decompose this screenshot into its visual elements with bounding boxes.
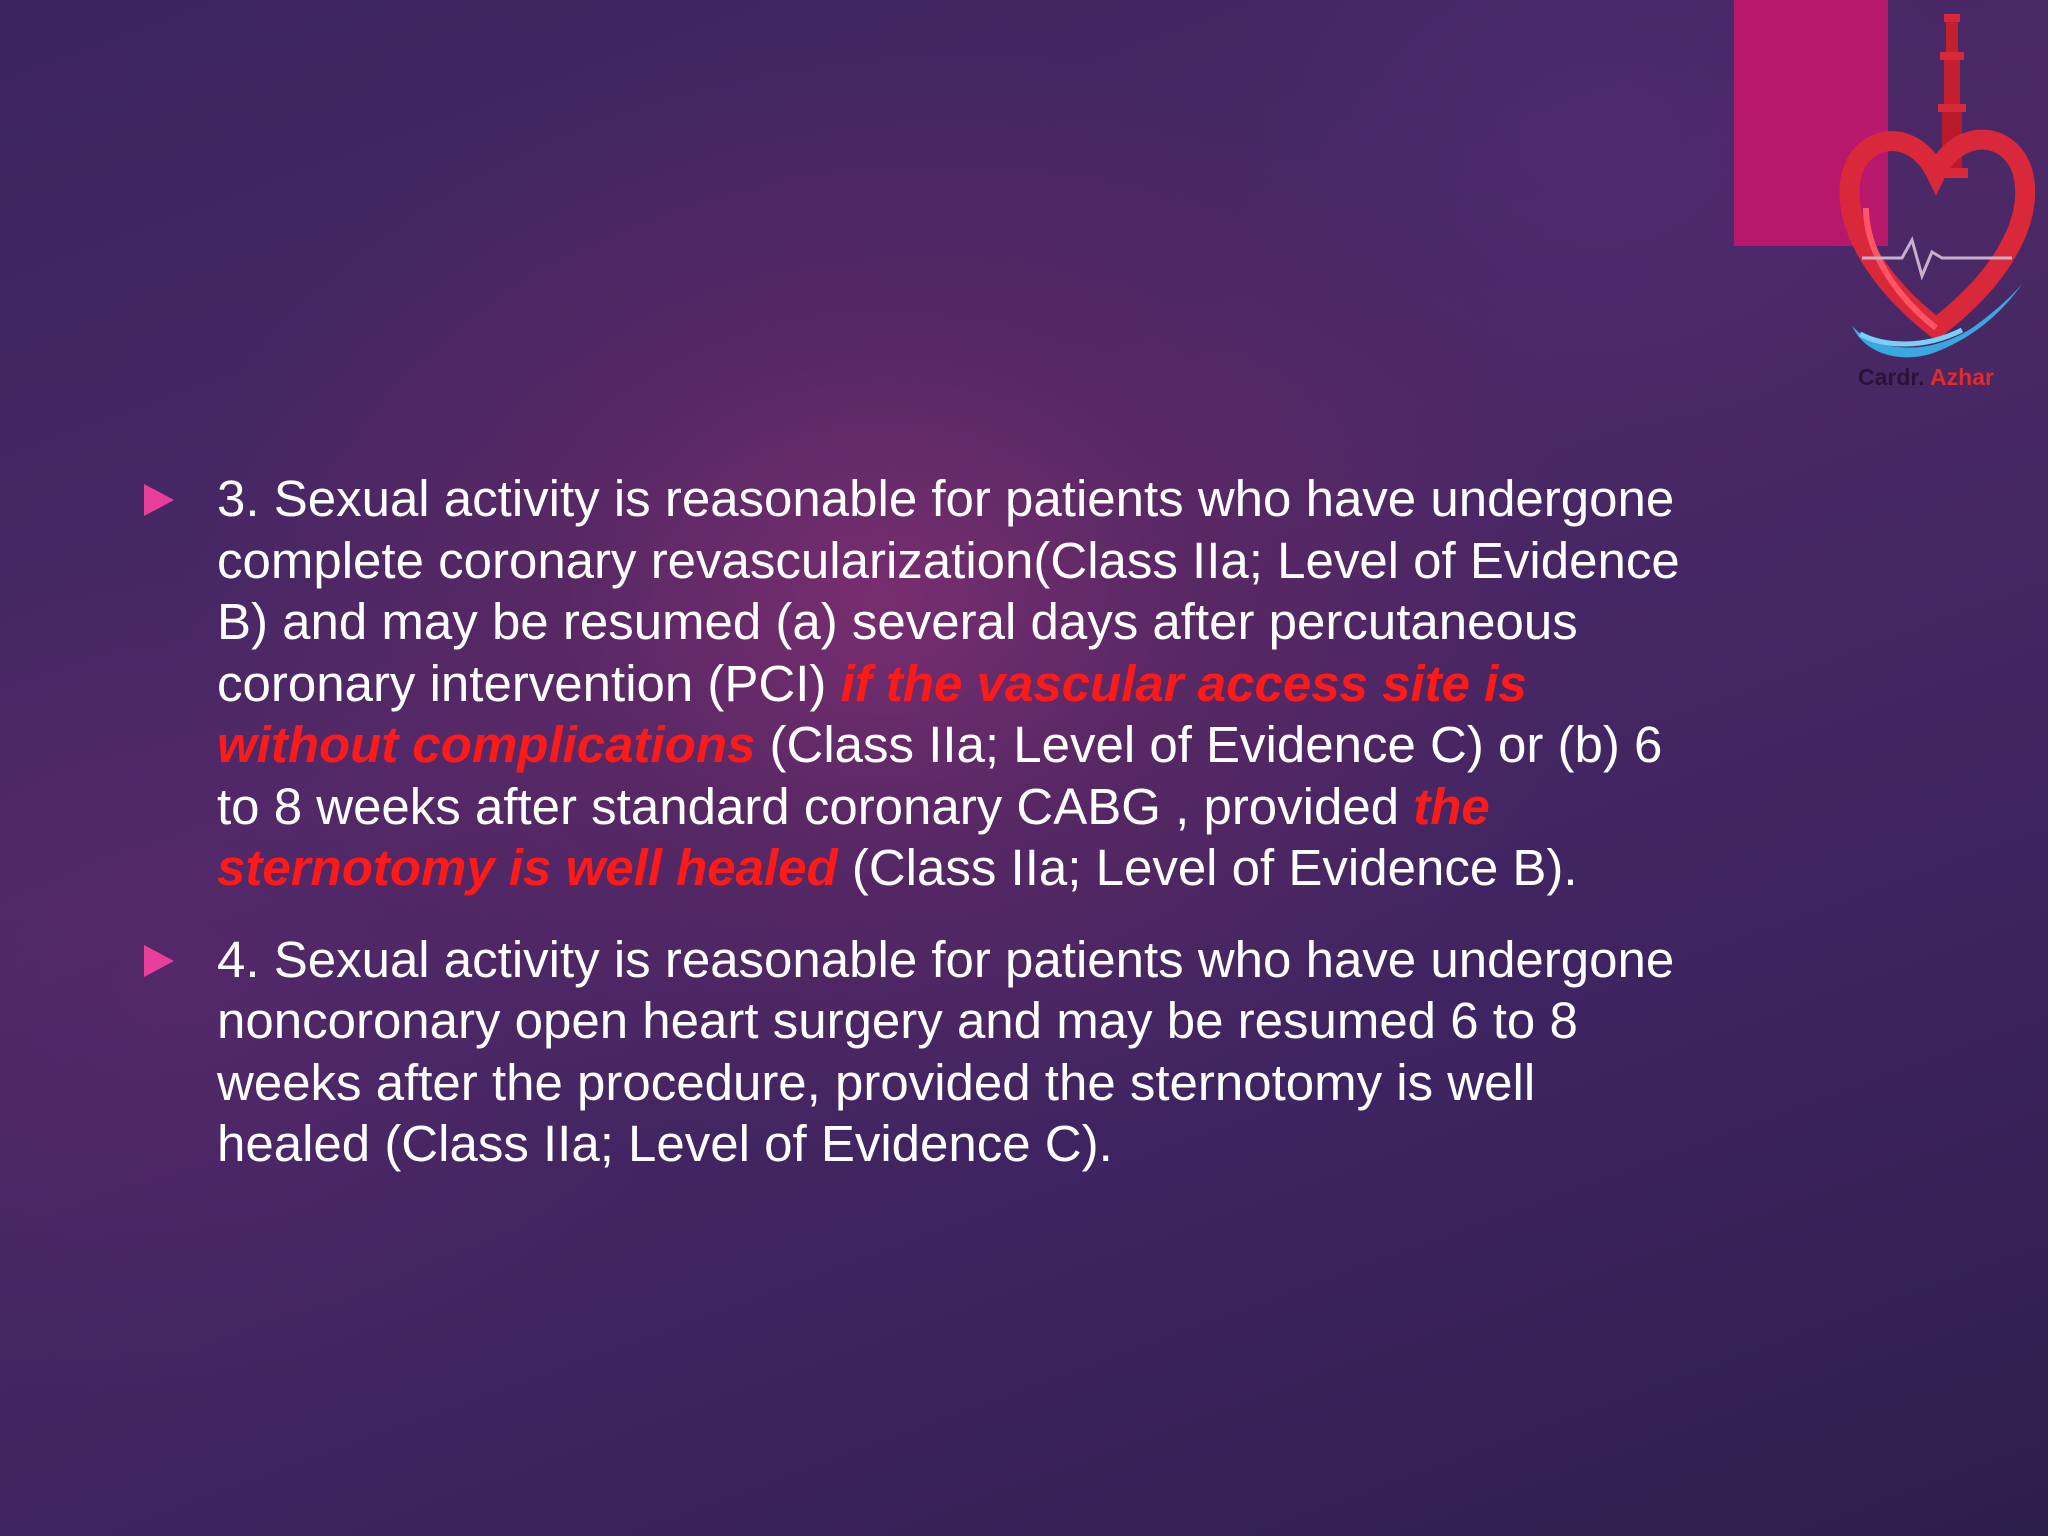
logo-text-part2: Azhar bbox=[1930, 364, 1994, 390]
bullet-list bbox=[140, 468, 1700, 1205]
bullet-highlight-access-site: if the vascular access site is without complications bbox=[217, 654, 1527, 773]
logo-text bbox=[1858, 364, 1994, 391]
bullet-highlight-sternotomy: the sternotomy is well healed bbox=[217, 777, 1490, 896]
logo-text-part1: Cardr. bbox=[1858, 364, 1925, 390]
bullet-text-middle: (Class IIa; Level of Evidence C) or (b) 6 to 8 weeks after standard coronary CABG , provided bbox=[217, 716, 1663, 835]
bullet-item-3 bbox=[140, 468, 1700, 899]
bullet-arrow-icon bbox=[144, 484, 174, 516]
bullet-text-before: 3. Sexual activity is reasonable for patients who have undergone complete coronary revascularization(Class IIa; Level of Evidence B) and may be resumed (a) several days after percutaneous coronary intervention (PCI) bbox=[217, 470, 1680, 712]
bullet-arrow-icon bbox=[144, 945, 174, 977]
bullet-item-4 bbox=[140, 929, 1700, 1175]
heart-hand-logo-icon bbox=[1832, 8, 2042, 400]
bullet-text-after: (Class IIa; Level of Evidence B). bbox=[837, 839, 1578, 896]
bullet-text: 4. Sexual activity is reasonable for patients who have undergone noncoronary open heart surgery and may be resumed 6 to 8 weeks after the procedure, provided the sternotomy is well healed (Class IIa; Level of Evidence C). bbox=[217, 930, 1675, 1172]
logo bbox=[1832, 8, 2042, 400]
